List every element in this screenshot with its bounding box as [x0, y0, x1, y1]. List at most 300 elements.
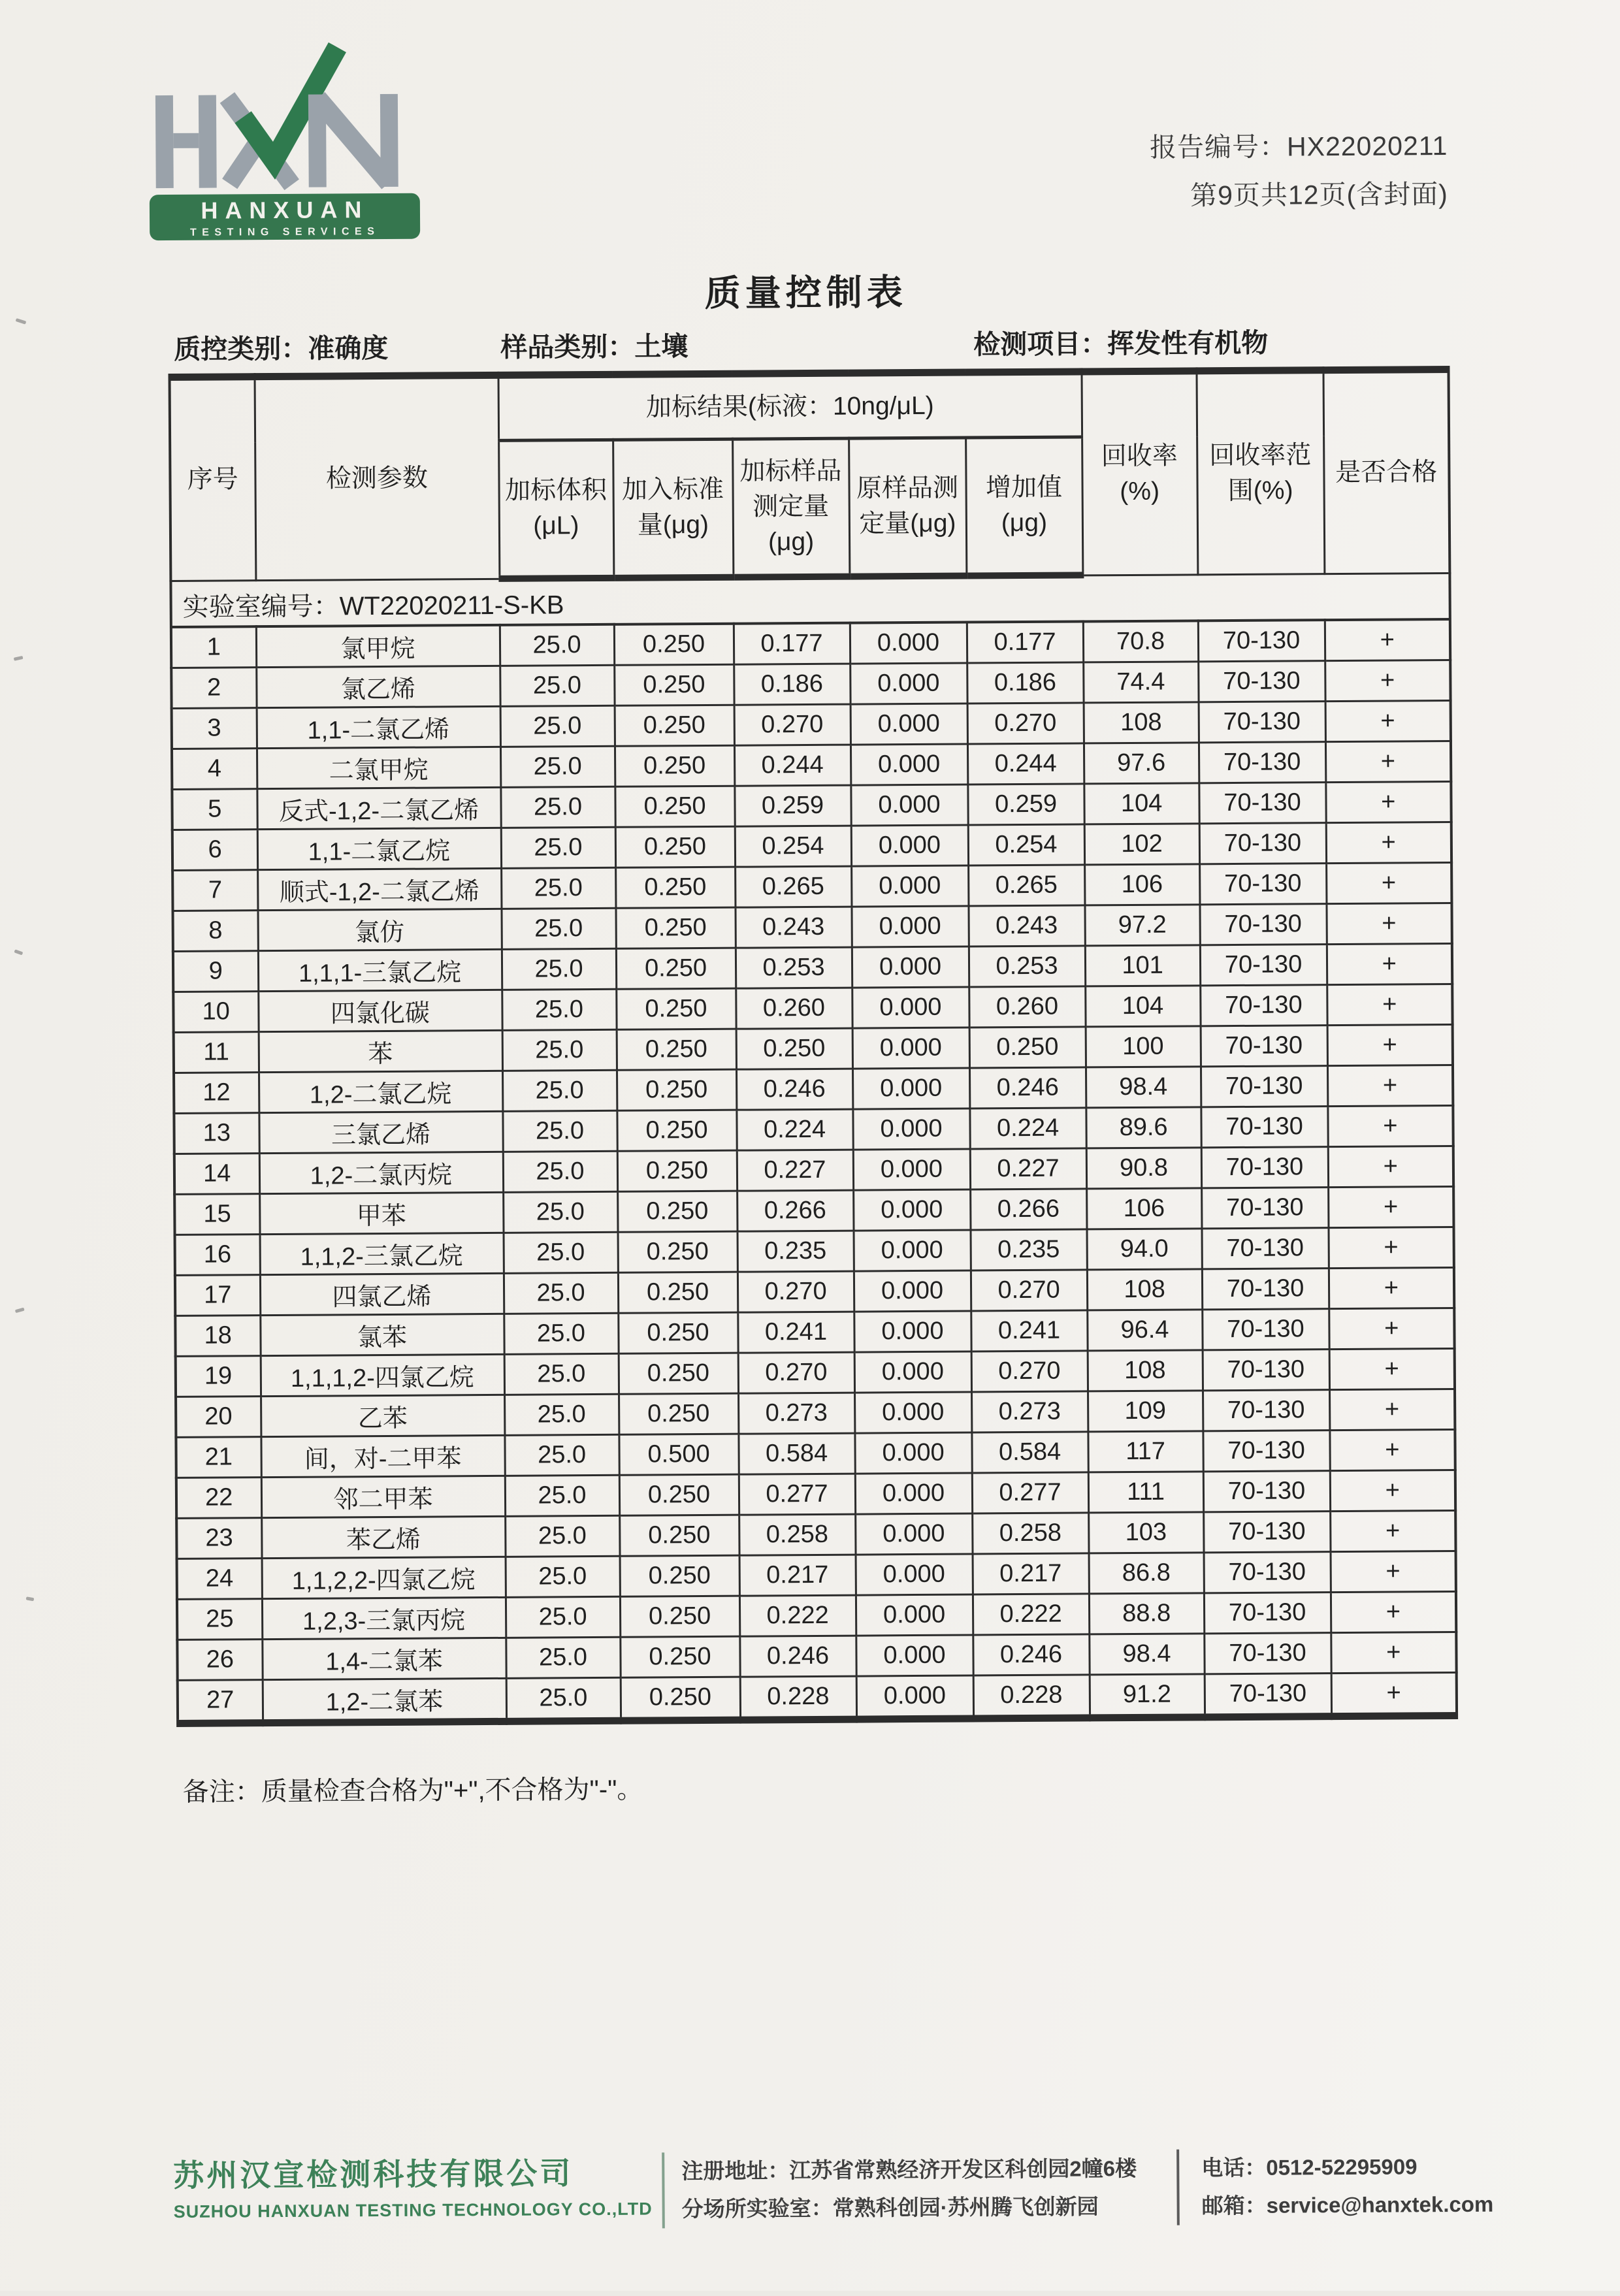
table-cell: 0.250	[618, 1312, 737, 1353]
table-cell: 13	[174, 1113, 259, 1154]
table-cell: 0.277	[739, 1474, 855, 1515]
table-cell: 106	[1084, 864, 1199, 905]
table-cell: +	[1326, 862, 1451, 903]
scan-artifact	[14, 656, 24, 661]
table-cell: 70-130	[1201, 1026, 1327, 1067]
table-cell: 25.0	[502, 1110, 617, 1152]
table-cell: 11	[174, 1032, 259, 1073]
table-cell: 25.0	[500, 705, 615, 747]
table-cell: 0.000	[850, 623, 967, 664]
col-header-original-sample-measured: 原样品测定量(μg)	[849, 438, 966, 577]
table-cell: 0.250	[615, 745, 734, 786]
table-cell: 0.260	[969, 986, 1085, 1027]
table-cell: 甲苯	[259, 1192, 503, 1234]
table-cell: 0.235	[737, 1231, 854, 1272]
table-cell: 17	[175, 1275, 260, 1316]
table-cell: 94.0	[1087, 1229, 1202, 1270]
table-cell: 0.246	[736, 1069, 852, 1110]
table-cell: 0.250	[617, 1069, 736, 1110]
table-cell: 104	[1084, 783, 1199, 824]
table-cell: 70-130	[1200, 945, 1327, 986]
table-cell: 70-130	[1199, 742, 1325, 783]
table-cell: 70-130	[1201, 1147, 1328, 1188]
table-cell: 117	[1088, 1431, 1203, 1472]
table-cell: 70-130	[1203, 1390, 1329, 1431]
table-cell: 0.259	[967, 784, 1084, 825]
table-cell: 0.584	[971, 1432, 1088, 1473]
table-cell: 0.253	[736, 947, 852, 988]
table-cell: +	[1325, 619, 1450, 661]
branch-lab-address: 分场所实验室：常熟科创园·苏州腾飞创新园	[681, 2194, 1099, 2222]
table-cell: 0.270	[967, 703, 1084, 744]
footer-divider	[1176, 2150, 1180, 2225]
table-row	[178, 1672, 1457, 1723]
table-cell: 98.4	[1089, 1634, 1204, 1675]
table-cell: 108	[1084, 702, 1199, 743]
table-cell: 0.000	[854, 1392, 971, 1433]
table-cell: 0.000	[852, 1027, 969, 1069]
table-cell: 0.250	[615, 705, 734, 746]
table-cell: +	[1327, 984, 1452, 1025]
table-cell: 101	[1085, 945, 1200, 986]
table-cell: 0.217	[973, 1553, 1089, 1594]
table-cell: 0.266	[970, 1189, 1086, 1230]
table-cell: 26	[177, 1640, 262, 1681]
table-cell: 0.000	[856, 1635, 973, 1676]
table-cell: 70-130	[1204, 1593, 1331, 1634]
table-cell: +	[1329, 1308, 1454, 1349]
table-cell: +	[1325, 701, 1451, 742]
table-cell: 90.8	[1086, 1148, 1201, 1189]
table-cell: 氯苯	[260, 1314, 504, 1355]
footnote: 备注：质量检查合格为"+",不合格为"-"。	[182, 1775, 643, 1807]
table-cell: 0.273	[738, 1393, 854, 1434]
table-cell: 1,1,1,2-四氯乙烷	[261, 1354, 504, 1396]
table-cell: 70-130	[1203, 1350, 1329, 1391]
table-cell: 0.270	[734, 704, 850, 745]
table-cell: 0.270	[737, 1271, 854, 1312]
table-cell: 0.000	[852, 987, 969, 1028]
col-header-increase: 增加值(μg)	[965, 437, 1082, 576]
table-cell: 6	[172, 830, 257, 871]
table-cell: 0.227	[737, 1150, 853, 1191]
table-cell: 0.250	[621, 1677, 740, 1721]
page-indicator: 第9页共12页(含封面)	[1190, 179, 1448, 211]
table-cell: 0.000	[854, 1270, 971, 1312]
table-cell: 70.8	[1083, 621, 1198, 662]
table-cell: 24	[177, 1559, 262, 1600]
table-cell: 0.250	[615, 826, 735, 867]
table-cell: 0.254	[735, 826, 851, 867]
scan-artifact	[15, 1308, 25, 1314]
table-cell: 25.0	[503, 1151, 617, 1192]
table-cell: 70-130	[1201, 1066, 1327, 1107]
table-cell: 间，对-二甲苯	[261, 1435, 504, 1477]
lab-id: 实验室编号：WT22020211-S-KB	[170, 573, 1450, 627]
table-cell: 0.000	[850, 744, 967, 785]
table-cell: 0.222	[973, 1594, 1089, 1635]
table-cell: 反式-1,2-二氯乙烯	[257, 787, 500, 829]
table-cell: 10	[173, 992, 258, 1033]
table-cell: 2	[171, 668, 256, 709]
table-cell: 0.224	[736, 1109, 852, 1150]
table-cell: 三氯乙烯	[259, 1111, 502, 1153]
lab-id-row	[170, 573, 1450, 627]
table-cell: 0.260	[736, 988, 852, 1029]
table-cell: 0.000	[852, 1068, 969, 1109]
table-cell: 0.000	[854, 1351, 971, 1393]
logo-letter-h-icon	[155, 95, 217, 189]
table-cell: 20	[176, 1397, 261, 1438]
table-cell: 98.4	[1086, 1067, 1201, 1108]
table-cell: 5	[172, 789, 257, 830]
table-cell: 108	[1088, 1350, 1203, 1391]
table-cell: 0.000	[852, 1108, 969, 1150]
table-cell: 0.000	[855, 1473, 972, 1514]
table-cell: 1,1-二氯乙烷	[257, 828, 501, 869]
table-cell: 0.250	[736, 1028, 852, 1069]
hanxuan-logo	[143, 34, 425, 246]
table-cell: 25.0	[506, 1596, 620, 1638]
table-cell: 0.266	[737, 1190, 853, 1231]
table-cell: 1,4-二氯苯	[262, 1638, 506, 1679]
table-cell: 0.250	[616, 948, 736, 989]
table-cell: 88.8	[1089, 1593, 1204, 1634]
table-cell: 70-130	[1200, 904, 1327, 945]
table-cell: +	[1326, 822, 1451, 863]
table-cell: 21	[176, 1437, 261, 1478]
table-cell: 1,2,3-三氯丙烷	[262, 1597, 506, 1639]
col-header-pass: 是否合格	[1323, 370, 1450, 574]
table-cell: 102	[1084, 824, 1199, 865]
table-cell: 25.0	[504, 1313, 618, 1354]
table-cell: 0.258	[972, 1513, 1088, 1554]
table-cell: 0.250	[619, 1353, 738, 1394]
table-cell: 0.241	[971, 1310, 1087, 1351]
qc-table-header	[170, 370, 1450, 581]
table-cell: +	[1327, 1024, 1453, 1065]
table-cell: 14	[174, 1154, 259, 1195]
table-cell: 22	[176, 1478, 261, 1519]
table-cell: 0.273	[971, 1391, 1088, 1432]
table-cell: +	[1325, 781, 1451, 822]
table-cell: 97.2	[1085, 905, 1200, 946]
table-cell: 0.000	[851, 825, 968, 866]
table-cell: 0.250	[615, 867, 735, 908]
table-cell: 四氯化碳	[258, 990, 502, 1031]
table-cell: 25.0	[501, 908, 615, 949]
table-cell: 25.0	[501, 827, 615, 868]
table-cell: 12	[174, 1073, 259, 1114]
company-name-en: SUZHOU HANXUAN TESTING TECHNOLOGY CO.,LTD	[173, 2199, 653, 2222]
table-cell: 氯乙烯	[256, 666, 500, 707]
table-cell: 0.244	[967, 743, 1084, 784]
table-cell: 0.246	[739, 1636, 856, 1677]
table-cell: 苯	[259, 1030, 502, 1072]
table-cell: +	[1329, 1227, 1454, 1268]
col-header-spiked-sample-measured: 加标样品测定量(μg)	[732, 438, 849, 577]
table-cell: 0.253	[969, 946, 1085, 987]
table-cell: 0.000	[854, 1311, 971, 1352]
table-cell: 0.186	[734, 664, 850, 705]
table-cell: 25.0	[502, 1029, 617, 1071]
table-cell: 97.6	[1084, 743, 1199, 784]
table-cell: 100	[1086, 1026, 1201, 1067]
table-cell: 0.500	[619, 1434, 738, 1475]
table-cell: 苯乙烯	[261, 1516, 505, 1558]
table-cell: 0.244	[734, 745, 850, 786]
table-cell: 7	[172, 870, 257, 911]
table-cell: 70-130	[1199, 823, 1326, 864]
table-cell: 111	[1088, 1472, 1203, 1513]
table-cell: 0.584	[738, 1433, 854, 1474]
table-cell: +	[1325, 741, 1451, 783]
table-cell: 108	[1087, 1269, 1202, 1310]
scan-artifact	[26, 1596, 35, 1601]
table-cell: 9	[173, 951, 258, 992]
footer-company-block	[173, 2149, 653, 2222]
table-cell: 25.0	[501, 867, 615, 909]
table-cell: 0.250	[619, 1515, 739, 1556]
table-cell: 25.0	[500, 786, 615, 828]
table-cell: 0.241	[737, 1312, 854, 1353]
table-cell: 0.250	[619, 1393, 738, 1434]
table-cell: 91.2	[1090, 1674, 1205, 1718]
table-cell: 0.270	[971, 1351, 1088, 1392]
table-cell: 70-130	[1202, 1269, 1329, 1310]
footer-address-block	[681, 2150, 1137, 2228]
table-cell: 1	[171, 626, 256, 668]
table-cell: 8	[173, 911, 258, 952]
table-cell: 23	[176, 1518, 261, 1559]
table-cell: 0.235	[971, 1229, 1087, 1270]
table-cell: 0.000	[850, 663, 967, 704]
table-cell: 0.250	[617, 1029, 736, 1070]
table-cell: 89.6	[1086, 1107, 1201, 1148]
table-cell: 0.250	[969, 1027, 1086, 1068]
table-cell: 70-130	[1203, 1512, 1330, 1553]
table-cell: +	[1330, 1470, 1455, 1511]
table-cell: 19	[176, 1356, 261, 1397]
table-cell: 0.000	[853, 1149, 970, 1190]
table-cell: 0.000	[853, 1189, 970, 1231]
page-title: 质量控制表	[704, 272, 907, 314]
table-cell: 70-130	[1203, 1431, 1329, 1472]
table-cell: +	[1327, 943, 1452, 984]
table-cell: 70-130	[1205, 1673, 1331, 1717]
table-cell: 0.243	[735, 907, 851, 948]
table-cell: 1,1,1-三氯乙烷	[258, 949, 502, 991]
footer-contact-block	[1201, 2148, 1493, 2225]
table-cell: 1,2-二氯乙烷	[259, 1071, 502, 1112]
table-cell: 103	[1088, 1512, 1203, 1553]
table-cell: 25.0	[504, 1394, 619, 1435]
table-cell: 25.0	[502, 1070, 617, 1111]
table-cell: 0.270	[971, 1270, 1087, 1311]
qc-category: 质控类别：准确度	[174, 332, 389, 364]
table-cell: +	[1331, 1591, 1456, 1632]
sample-category: 样品类别：土壤	[500, 331, 688, 363]
table-cell: 邻二甲苯	[261, 1476, 505, 1517]
col-header-standard-added: 加入标准量(μg)	[613, 439, 733, 578]
table-cell: 70-130	[1199, 864, 1326, 905]
table-cell: 1,1,2-三氯乙烷	[260, 1233, 504, 1274]
table-cell: 1,1,2,2-四氯乙烷	[262, 1557, 506, 1598]
table-cell: 0.250	[616, 988, 736, 1029]
report-header-info	[1150, 121, 1448, 220]
table-cell: 0.250	[615, 786, 734, 827]
email-address: 邮箱：service@hanxtek.com	[1201, 2191, 1494, 2218]
table-cell: +	[1327, 1105, 1453, 1146]
table-cell: +	[1329, 1267, 1454, 1308]
table-cell: 0.250	[617, 1110, 736, 1151]
table-cell: +	[1330, 1510, 1455, 1551]
table-cell: 70-130	[1202, 1228, 1329, 1269]
table-cell: 25.0	[506, 1677, 621, 1721]
table-cell: +	[1331, 1551, 1456, 1592]
table-cell: 0.277	[972, 1472, 1088, 1513]
table-cell: 0.265	[968, 865, 1084, 906]
table-cell: 0.254	[968, 824, 1084, 865]
table-cell: 0.246	[969, 1067, 1086, 1108]
table-cell: 70-130	[1198, 661, 1325, 702]
table-cell: 0.250	[617, 1150, 737, 1191]
table-cell: 70-130	[1204, 1552, 1331, 1593]
col-header-recovery-range: 回收率范围(%)	[1197, 370, 1325, 575]
table-cell: 25.0	[500, 665, 614, 706]
table-cell: 0.250	[620, 1555, 739, 1596]
table-cell: 0.000	[856, 1554, 973, 1595]
table-cell: +	[1328, 1146, 1453, 1187]
scan-artifact	[14, 949, 23, 955]
registered-address: 注册地址：江苏省常熟经济开发区科创园2幢6楼	[681, 2156, 1137, 2184]
table-cell: 0.000	[855, 1513, 972, 1555]
table-cell: 25.0	[504, 1272, 618, 1314]
table-cell: 0.000	[851, 906, 968, 947]
table-cell: 25.0	[504, 1353, 619, 1395]
table-cell: 0.250	[618, 1272, 737, 1313]
table-cell: 70-130	[1199, 702, 1325, 743]
table-cell: 25.0	[504, 1232, 618, 1273]
table-cell: 70-130	[1201, 1188, 1328, 1229]
table-cell: 70-130	[1203, 1471, 1330, 1512]
table-cell: 0.250	[618, 1231, 737, 1272]
table-cell: 0.265	[735, 866, 851, 907]
table-cell: 0.250	[615, 907, 735, 948]
company-name-cn: 苏州汉宣检测科技有限公司	[173, 2156, 574, 2193]
table-cell: 0.000	[856, 1594, 973, 1636]
table-cell: 顺式-1,2-二氯乙烯	[257, 868, 501, 910]
table-cell: 74.4	[1083, 662, 1198, 703]
table-cell: 0.228	[740, 1676, 856, 1720]
table-cell: +	[1327, 903, 1452, 944]
meta-line	[0, 319, 1616, 364]
table-cell: 0.270	[738, 1352, 854, 1393]
logo-subtitle-text: TESTING SERVICES	[189, 226, 380, 238]
table-cell: 86.8	[1089, 1553, 1204, 1594]
table-cell: +	[1329, 1429, 1455, 1470]
table-cell: 16	[175, 1235, 260, 1276]
table-cell: 106	[1086, 1188, 1201, 1229]
table-row	[171, 619, 1450, 668]
table-cell: +	[1325, 660, 1450, 702]
table-cell: 25.0	[506, 1637, 620, 1678]
table-cell: 0.177	[734, 623, 850, 665]
table-cell: 0.000	[856, 1675, 973, 1719]
table-cell: 0.250	[617, 1191, 737, 1232]
col-header-spike-result: 加标结果(标液：10ng/μL)	[498, 372, 1082, 440]
table-cell: 25.0	[505, 1515, 619, 1557]
table-cell: 0.000	[850, 703, 967, 745]
table-cell: 70-130	[1200, 985, 1327, 1026]
table-cell: 氯甲烷	[256, 625, 500, 668]
table-cell: 0.250	[614, 624, 734, 666]
col-header-spike-volume: 加标体积(μL)	[498, 440, 613, 579]
table-cell: 0.000	[851, 865, 968, 907]
col-header-recovery: 回收率(%)	[1082, 371, 1198, 575]
qc-table-body	[170, 573, 1457, 1723]
col-header-param: 检测参数	[255, 375, 500, 580]
report-number: 报告编号：HX22020211	[1149, 131, 1448, 163]
col-header-seq: 序号	[170, 377, 256, 581]
table-cell: 15	[174, 1194, 259, 1235]
table-cell: 25.0	[506, 1556, 620, 1597]
table-cell: 25.0	[500, 746, 615, 787]
table-cell: +	[1328, 1186, 1453, 1227]
table-cell: 25.0	[502, 948, 616, 990]
test-item: 检测项目：挥发性有机物	[973, 327, 1269, 360]
table-cell: 1,2-二氯苯	[263, 1678, 506, 1722]
logo-name-text: HANXUAN	[201, 196, 369, 224]
table-cell: 0.250	[614, 664, 734, 705]
table-cell: 0.259	[734, 785, 850, 826]
table-cell: 109	[1088, 1391, 1203, 1432]
logo-letter-n-icon	[308, 94, 398, 187]
table-cell: 4	[172, 749, 257, 790]
table-cell: 25.0	[503, 1191, 617, 1233]
table-cell: 70-130	[1201, 1107, 1327, 1148]
table-cell: +	[1329, 1389, 1455, 1430]
table-cell: 0.000	[854, 1230, 971, 1271]
table-cell: 104	[1085, 986, 1200, 1027]
footer-divider	[662, 2152, 665, 2228]
table-cell: 25.0	[505, 1475, 619, 1516]
table-cell: +	[1329, 1348, 1455, 1389]
table-cell: 25.0	[500, 624, 614, 666]
table-cell: +	[1331, 1632, 1456, 1673]
table-cell: 0.243	[968, 905, 1084, 946]
table-cell: 乙苯	[261, 1395, 504, 1436]
table-cell: 0.000	[854, 1432, 971, 1474]
table-cell: 0.246	[973, 1634, 1089, 1675]
table-cell: 0.000	[852, 946, 969, 988]
table-cell: 0.177	[967, 621, 1083, 663]
table-cell: +	[1327, 1065, 1453, 1106]
table-cell: 0.250	[619, 1474, 739, 1515]
table-cell: 3	[172, 708, 257, 749]
table-cell: 0.186	[967, 662, 1083, 703]
table-cell: 25	[177, 1599, 262, 1640]
table-cell: 25.0	[504, 1434, 619, 1476]
table-cell: 96.4	[1087, 1310, 1202, 1351]
table-cell: 1,2-二氯丙烷	[259, 1152, 503, 1193]
table-cell: 四氯乙烯	[260, 1273, 504, 1315]
table-cell: 70-130	[1199, 783, 1325, 824]
table-cell: 0.222	[739, 1595, 856, 1636]
table-cell: 0.224	[969, 1108, 1086, 1149]
table-cell: 18	[175, 1316, 260, 1357]
table-cell: 0.258	[739, 1514, 855, 1555]
